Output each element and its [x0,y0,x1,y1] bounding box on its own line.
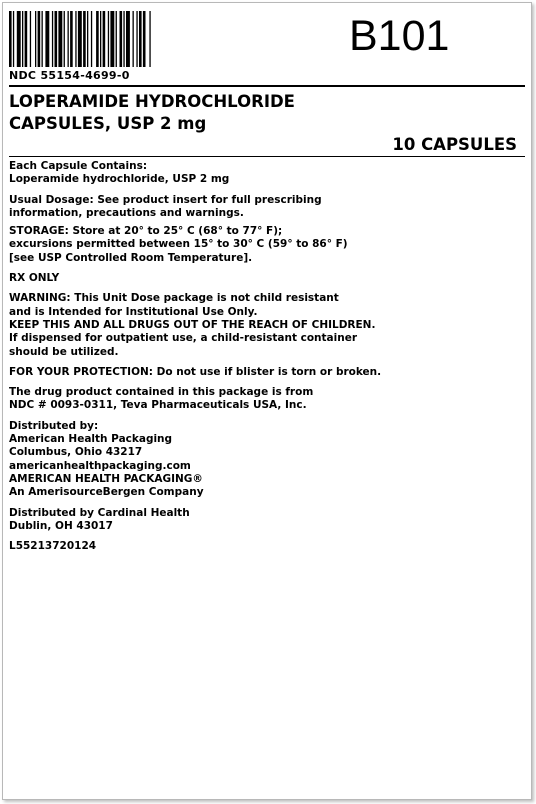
dosage-line: Usual Dosage: See product insert for full prescribing [9,193,322,206]
ndc-number: NDC 55154-4699-0 [9,69,130,82]
distributor-name: American Health Packaging [9,433,173,446]
distributor-company: An AmerisourceBergen Company [9,486,204,499]
storage-line: STORAGE: Store at 20° to 25° C (68° to 77° F); [9,225,283,238]
distributor-city: Columbus, Ohio 43217 [9,446,143,459]
dosage-line: information, precautions and warnings. [9,206,244,219]
keep-out-warning: KEEP THIS AND ALL DRUGS OUT OF THE REACH OF CHILDREN. [9,318,376,331]
title-line-1: LOPERAMIDE HYDROCHLORIDE [9,92,295,111]
storage-line: [see USP Controlled Room Temperature]. [9,251,253,264]
warning-line: WARNING: This Unit Dose package is not child resistant [9,292,339,305]
distributor2-heading: Distributed by Cardinal Health [9,506,190,519]
protection-line: FOR YOUR PROTECTION: Do not use if blister is torn or broken. [9,365,382,378]
label-body [9,160,529,553]
product-title [9,91,295,135]
distributor-heading: Distributed by: [9,419,99,432]
lot-code: L55213720124 [9,540,97,553]
rx-only: RX ONLY [9,272,60,285]
distributor2-city: Dublin, OH 43017 [9,519,113,532]
drug-label [2,2,532,800]
storage-line: excursions permitted between 15° to 30° C (59° to 86° F) [9,238,348,251]
capsule-count: 10 CAPSULES [392,135,517,154]
source-line: The drug product contained in this package is from [9,386,314,399]
label-code: B101 [349,12,450,60]
divider [9,156,525,157]
contains-value: Loperamide hydrochloride, USP 2 mg [9,173,230,186]
distributor-brand: AMERICAN HEALTH PACKAGING® [9,472,203,485]
contains-heading: Each Capsule Contains: [9,160,148,172]
outpatient-line: should be utilized. [9,345,119,358]
distributor-website: americanhealthpackaging.com [9,459,191,472]
title-line-2: CAPSULES, USP 2 mg [9,114,207,133]
warning-line: and is Intended for Institutional Use Only. [9,305,258,318]
divider [9,85,525,87]
barcode-icon [9,11,217,67]
source-line: NDC # 0093-0311, Teva Pharmaceuticals USA, Inc. [9,399,307,412]
outpatient-line: If dispensed for outpatient use, a child-resistant container [9,332,358,345]
